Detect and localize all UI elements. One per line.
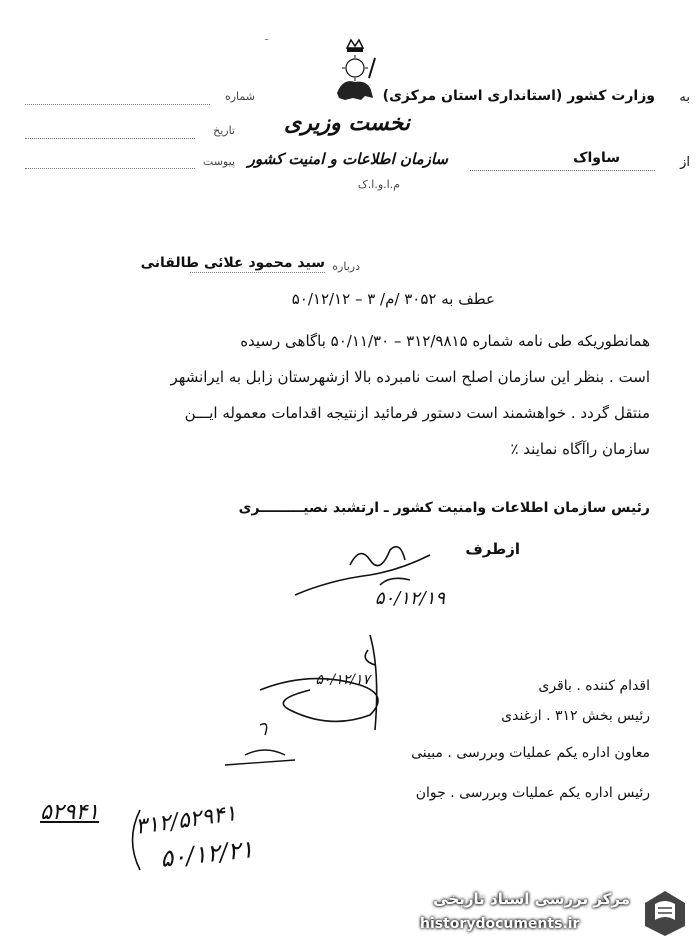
field-attach-line (25, 168, 195, 169)
watermark (410, 888, 695, 943)
hand-date-inline: ۵۰/۱۲/۱۷ (315, 672, 370, 688)
section-head: رئیس بخش ۳۱۲ . ازغندی (501, 708, 650, 724)
lion-sun-emblem-icon (325, 38, 385, 108)
from-dotted-line (470, 170, 655, 171)
office-head: رئیس اداره یکم عملیات وبررسی . جوان (415, 785, 650, 801)
signature-line: رئیس سازمان اطلاعات وامنیت کشور ـ ارتشبد نصیـــــــــری (238, 500, 650, 516)
letterhead-line2: سازمان اطلاعات و امنیت کشور (247, 150, 448, 168)
field-date-label: تاریخ (213, 124, 235, 137)
hand-note: ۳۱۲/۵۲۹۴۱ (133, 801, 239, 840)
watermark-logo-icon (640, 888, 690, 938)
paragraph-line-1: همانطوریکه طی نامه شماره ۳۱۲/۹۸۱۵ – ۵۰/۱۱/۳۰ باگاهی رسیده (240, 332, 650, 350)
field-date-line (25, 138, 195, 139)
to-prefix: به (679, 90, 690, 105)
deputy-line: معاون اداره یکم عملیات وبررسی . مبینی (411, 745, 650, 761)
paragraph-line-4: سازمان راآگاه نمایند ٪ (510, 440, 650, 458)
handwritten-mark-small (215, 715, 305, 775)
from-prefix: از (680, 155, 690, 170)
handwritten-bracket (120, 800, 270, 880)
from-value: ساواک (573, 150, 620, 166)
action-by: اقدام کننده . باقری (538, 678, 650, 694)
ref-code: م.ا.و.ا.ک (357, 178, 400, 191)
watermark-url: historydocuments.ir (420, 916, 580, 932)
to-value: وزارت کشور (استانداری استان مرکزی) (382, 88, 655, 104)
regarding-prefix: درباره (332, 260, 360, 273)
paragraph-line-3: منتقل گردد . خواهشمند است دستور فرمائید ازنتیجه اقدامات معموله ایـــن (184, 404, 650, 422)
hand-numbers: ۵۲۹۴۱ (40, 800, 100, 825)
field-number-label: شماره (224, 90, 255, 103)
reference-line: عطف به ۳۰۵۲ /م/ ۳ – ۵۰/۱۲/۱۲ (291, 290, 495, 308)
regarding-dotted-line (190, 272, 325, 273)
watermark-title: مرکز بررسی اسناد تاریخی (433, 890, 630, 908)
header-mark: ـ (265, 30, 269, 43)
field-number-line (25, 104, 210, 105)
paragraph-line-2: است . بنظر این سازمان اصلح است نامبرده بالا ازشهرستان زابل به ایرانشهر (170, 368, 650, 386)
hand-date: ۵۰/۱۲/۱۹ (374, 588, 445, 609)
letterhead-line1: نخست وزیری (284, 110, 410, 136)
field-attach-label: پیوست (202, 155, 235, 168)
regarding-value: سید محمود علائی طالقانی (140, 255, 325, 271)
hand-date2: ۵۰/۱۲/۲۱ (158, 835, 255, 873)
on-behalf-label: ازطرف (465, 540, 520, 558)
